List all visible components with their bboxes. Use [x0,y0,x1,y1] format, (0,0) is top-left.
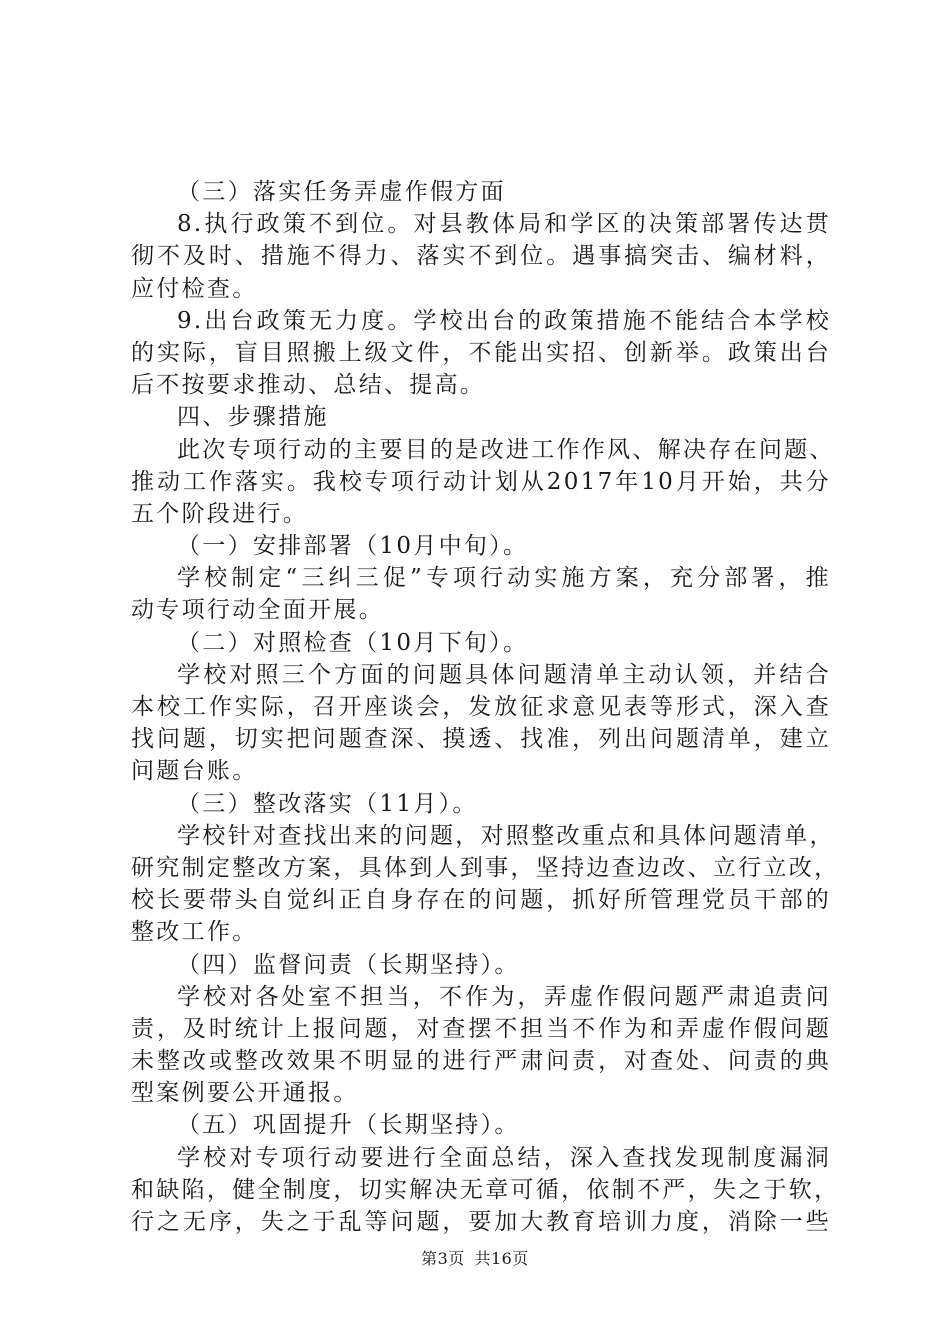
text-line: 校长要带头自觉纠正自身存在的问题，抓好所管理党员干部的 [131,887,831,914]
page-number: 第3页 [421,1249,465,1268]
document-body [131,176,840,1238]
text-line: 应付检查。 [131,275,258,302]
text-line: （四）监督问责（长期坚持）。 [177,951,520,978]
text-line: 责，及时统计上报问题，对查摆不担当不作为和弄虚作假问题 [131,1015,831,1042]
page-footer [0,1246,950,1269]
text-line: 型案例要公开通报。 [131,1080,359,1107]
text-line: 学校对照三个方面的问题具体问题清单主动认领，并结合 [177,661,831,688]
text-line: 9.出台政策无力度。学校出台的政策措施不能结合本学校 [177,307,831,334]
text-line: 动专项行动全面开展。 [131,597,384,624]
text-line: 行之无序，失之于乱等问题，要加大教育培训力度，消除一些 [131,1209,831,1235]
text-line: 五个阶段进行。 [131,500,309,527]
text-line: （一）安排部署（10月中旬）。 [177,533,529,560]
text-line: 未整改或整改效果不明显的进行严肃问责，对查处、问责的典 [131,1048,831,1075]
text-line: 学校对各处室不担当，不作为，弄虚作假问题严肃追责问 [177,983,831,1010]
text-line: 研究制定整改方案，具体到人到事，坚持边查边改、立行立改， [131,854,840,881]
text-line: 学校针对查找出来的问题，对照整改重点和具体问题清单， [177,822,835,849]
text-line: 学校制定“三纠三促”专项行动实施方案，充分部署，推 [177,565,831,592]
text-line: 推动工作落实。我校专项行动计划从2017年10月开始，共分 [131,468,831,495]
text-line: 学校对专项行动要进行全面总结，深入查找发现制度漏洞 [177,1144,831,1171]
text-line: 和缺陷，健全制度，切实解决无章可循，依制不严，失之于软， [131,1176,840,1203]
text-line: 问题台账。 [131,758,258,785]
text-line: （二）对照检查（10月下旬）。 [177,629,529,656]
text-line: 找问题，切实把问题查深、摸透、找准，列出问题清单，建立 [131,726,831,753]
text-line: （五）巩固提升（长期坚持）。 [177,1112,520,1139]
text-line: 彻不及时、措施不得力、落实不到位。遇事搞突击、编材料， [131,243,831,270]
text-line: 本校工作实际，召开座谈会，发放征求意见表等形式，深入查 [131,694,831,720]
text-line: 四、步骤措施 [177,404,329,431]
text-line: （三）落实任务弄虚作假方面 [177,179,506,205]
total-pages: 共16页 [474,1249,529,1268]
text-line: 后不按要求推动、总结、提高。 [131,372,486,399]
text-line: 的实际，盲目照搬上级文件，不能出实招、创新举。政策出台 [131,339,831,366]
text-line: 整改工作。 [131,919,258,946]
text-line: 此次专项行动的主要目的是改进工作作风、解决存在问题、 [177,436,835,463]
text-line: 8.执行政策不到位。对县教体局和学区的决策部署传达贯 [177,211,831,238]
text-line: （三）整改落实（11月）。 [177,790,478,817]
